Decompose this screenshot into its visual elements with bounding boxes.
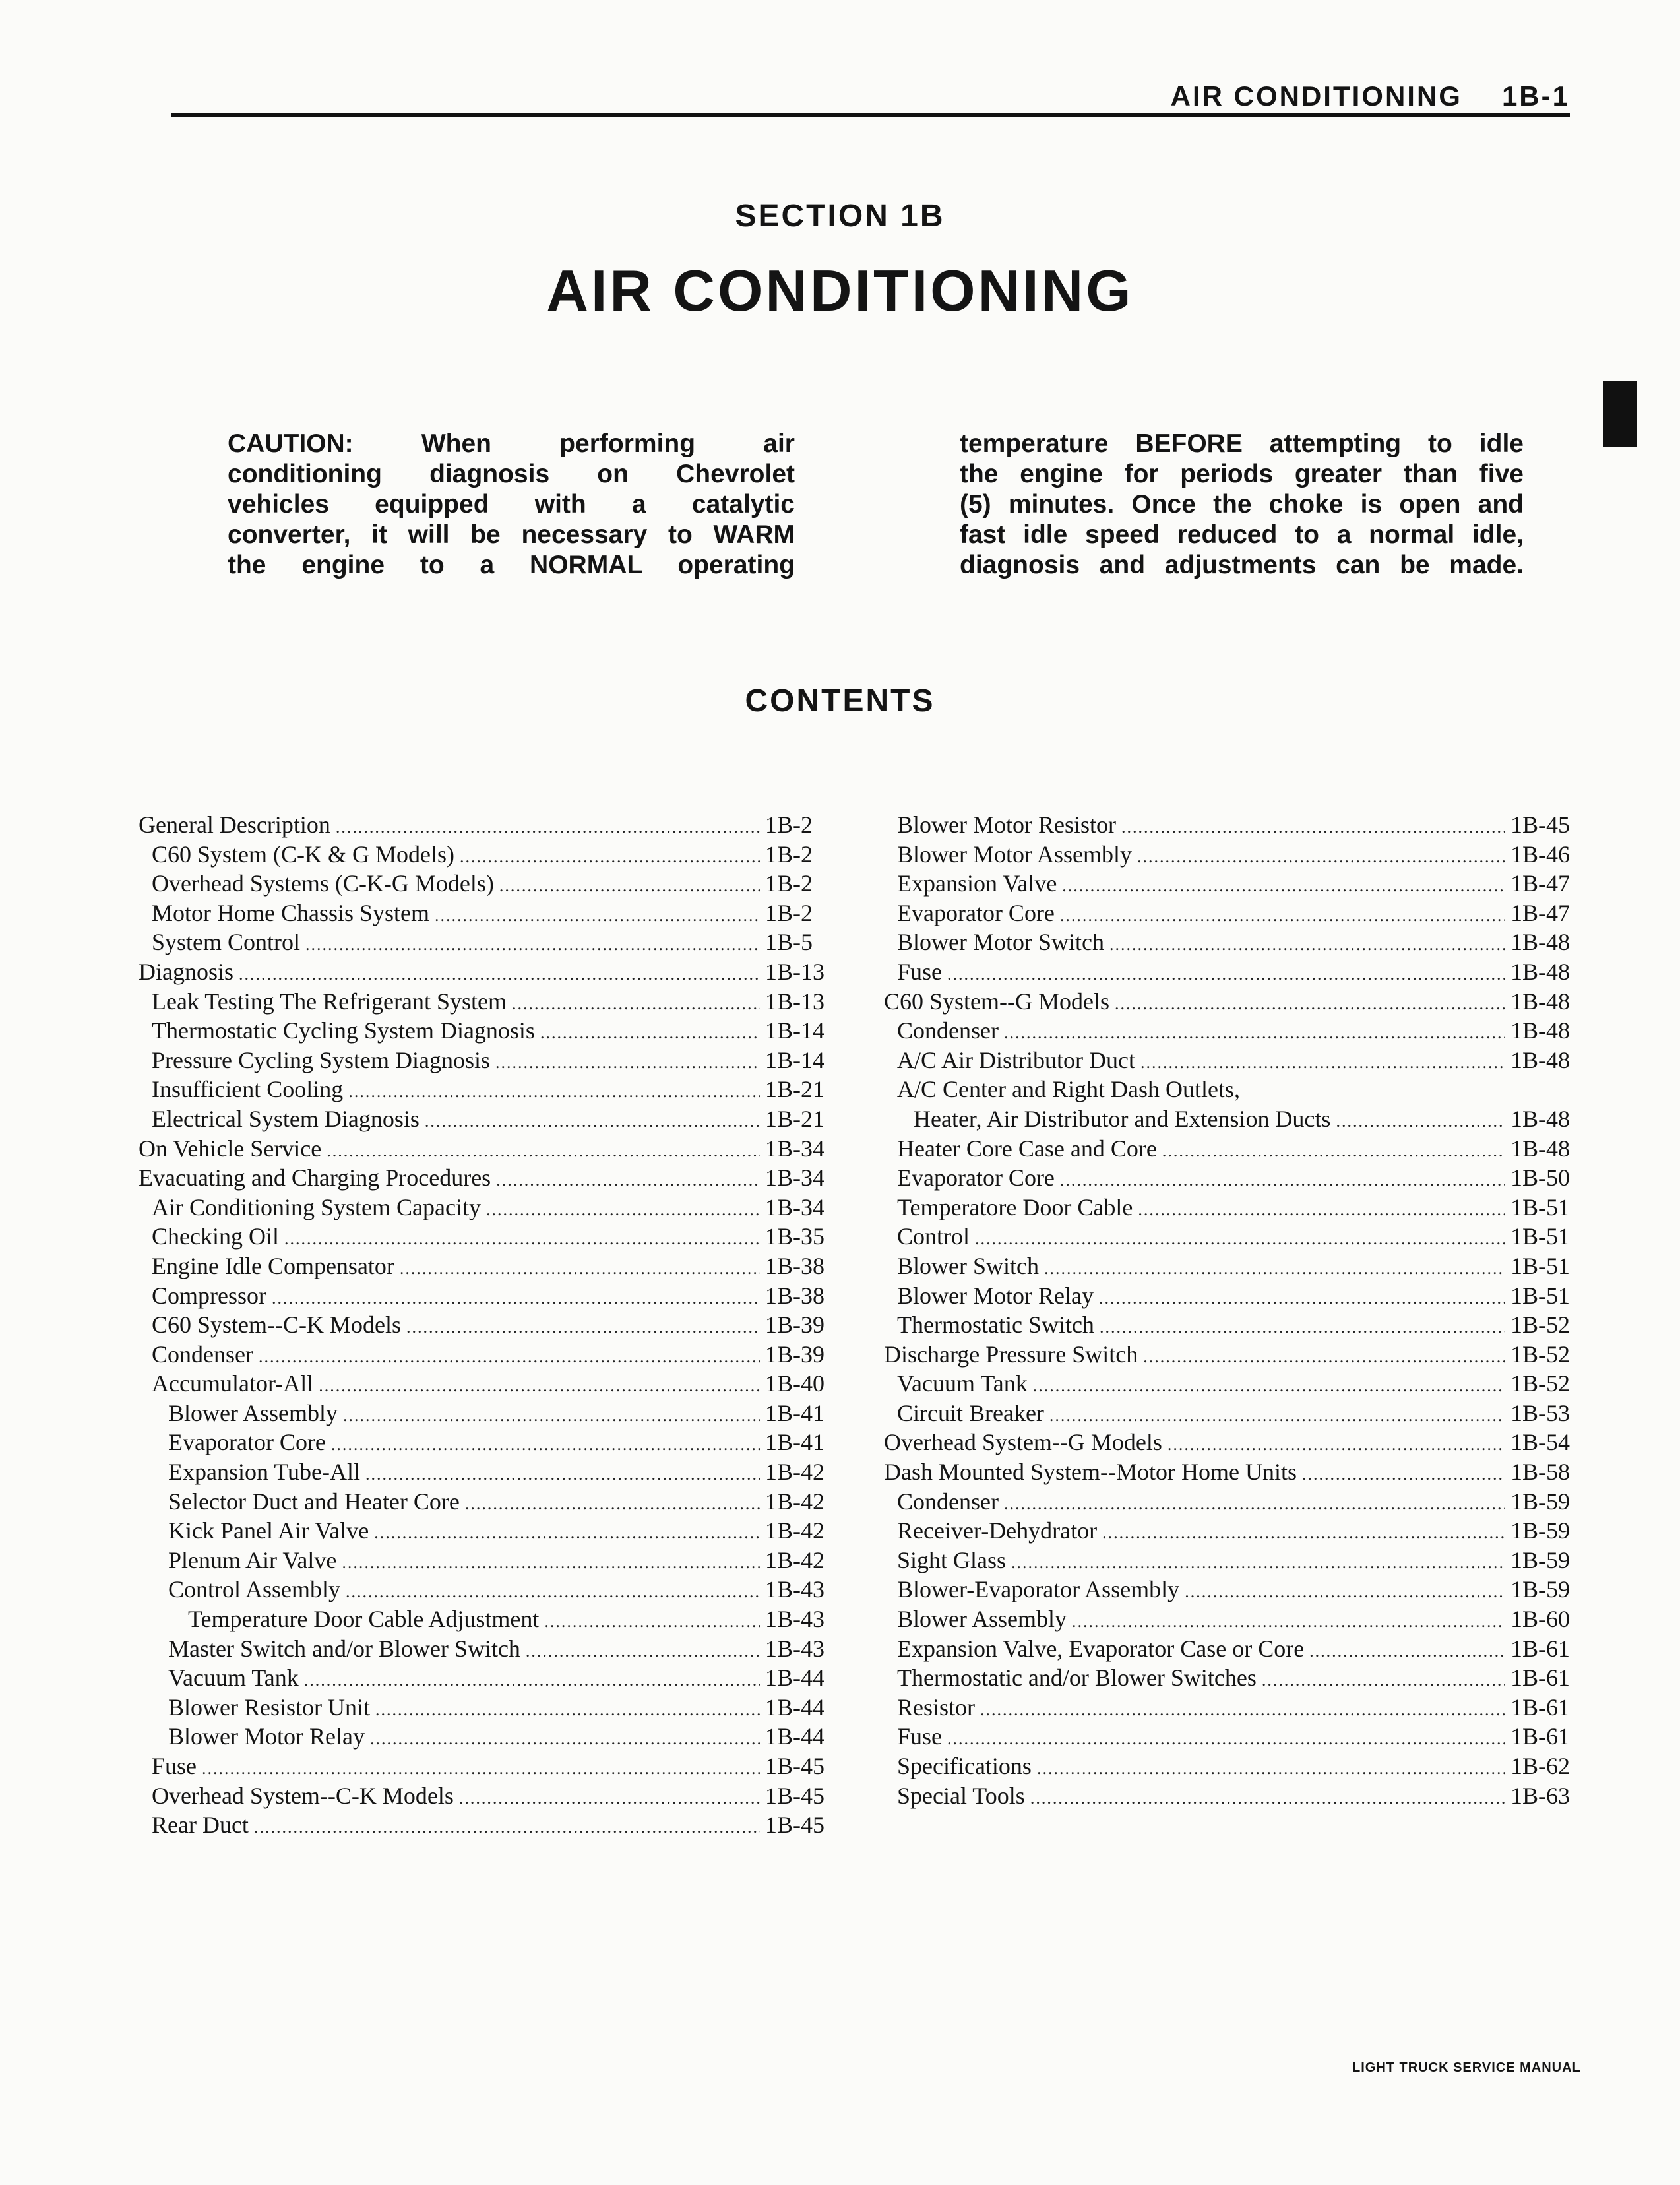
toc-entry-title: Motor Home Chassis System — [152, 899, 430, 926]
toc-left-column — [139, 810, 831, 1840]
toc-entry — [139, 1546, 831, 1575]
toc-entry-title: Vacuum Tank — [168, 1664, 299, 1692]
toc-entry-page: 1B-40 — [765, 1370, 824, 1397]
toc-entry-page: 1B-2 — [765, 899, 813, 926]
toc-leader-dots — [304, 1666, 760, 1695]
toc-entry-title: Control Assembly — [168, 1576, 341, 1603]
toc-entry — [139, 1134, 831, 1164]
toc-entry — [139, 1046, 831, 1075]
toc-entry — [139, 1575, 831, 1604]
toc-leader-dots — [499, 871, 760, 901]
toc-entry-page: 1B-54 — [1510, 1429, 1570, 1456]
toc-entry-title: Fuse — [897, 1723, 943, 1750]
toc-leader-dots — [1037, 1754, 1505, 1784]
toc-leader-dots — [1062, 871, 1505, 901]
toc-leader-dots — [1099, 1284, 1505, 1314]
toc-entry-title: Blower Motor Relay — [897, 1282, 1094, 1309]
toc-entry-page: 1B-48 — [1510, 1135, 1570, 1162]
toc-entry-page: 1B-35 — [765, 1223, 824, 1250]
toc-entry-title: Evacuating and Charging Procedures — [139, 1164, 491, 1191]
toc-entry — [884, 1693, 1576, 1723]
toc-entry — [884, 869, 1576, 899]
toc-leader-dots — [348, 1077, 760, 1107]
toc-leader-dots — [284, 1224, 760, 1254]
caution-right-column — [960, 429, 1524, 581]
toc-entry-page: 1B-45 — [765, 1753, 824, 1779]
toc-leader-dots — [1137, 842, 1505, 872]
toc-entry-page: 1B-48 — [1510, 1046, 1570, 1073]
toc-entry-page: 1B-59 — [1510, 1546, 1570, 1573]
toc-entry — [139, 1693, 831, 1723]
toc-leader-dots — [1309, 1637, 1505, 1666]
page-header — [171, 74, 1570, 117]
toc-entry-title: Discharge Pressure Switch — [884, 1341, 1138, 1368]
toc-entry-page: 1B-45 — [1510, 811, 1570, 838]
toc-entry-title: Evaporator Core — [897, 899, 1055, 926]
toc-leader-dots — [406, 1313, 760, 1343]
toc-entry — [884, 1281, 1576, 1311]
toc-leader-dots — [1030, 1784, 1505, 1814]
toc-entry-title: Accumulator-All — [152, 1370, 314, 1397]
toc-entry-title: C60 System--C-K Models — [152, 1312, 401, 1339]
toc-entry-page: 1B-51 — [1510, 1193, 1570, 1220]
toc-entry — [884, 1399, 1576, 1428]
toc-entry-page: 1B-34 — [765, 1135, 824, 1162]
footer-manual-name: LIGHT TRUCK SERVICE MANUAL — [1352, 2060, 1581, 2075]
toc-entry-page: 1B-34 — [765, 1193, 824, 1220]
toc-entry-page: 1B-47 — [1510, 870, 1570, 897]
toc-leader-dots — [1004, 1019, 1505, 1048]
toc-entry-title: Compressor — [152, 1282, 266, 1309]
toc-leader-dots — [947, 1725, 1505, 1754]
toc-entry — [884, 1516, 1576, 1546]
toc-entry — [884, 1340, 1576, 1370]
caution-line: (5) minutes. Once the choke is open and — [960, 490, 1524, 519]
toc-entry-title: Special Tools — [897, 1782, 1025, 1809]
toc-entry-page: 1B-63 — [1510, 1782, 1570, 1809]
toc-entry-title: Blower Switch — [897, 1252, 1039, 1279]
toc-entry-title: Master Switch and/or Blower Switch — [168, 1635, 520, 1662]
toc-leader-dots — [259, 1343, 760, 1372]
toc-leader-dots — [1109, 930, 1505, 960]
toc-entry-title: A/C Air Distributor Duct — [897, 1046, 1135, 1073]
caution-line: vehicles equipped with a catalytic — [228, 490, 795, 519]
toc-leader-dots — [1262, 1666, 1505, 1695]
toc-entry — [884, 987, 1576, 1017]
toc-entry — [884, 1104, 1576, 1134]
caution-line: the engine to a NORMAL operating — [228, 551, 795, 579]
toc-entry-page: 1B-48 — [1510, 1105, 1570, 1132]
toc-leader-dots — [435, 901, 760, 931]
toc-entry-title: Control — [897, 1223, 970, 1250]
toc-leader-dots — [975, 1224, 1505, 1254]
toc-entry-page: 1B-48 — [1510, 988, 1570, 1015]
toc-leader-dots — [1140, 1048, 1505, 1078]
running-head — [1171, 80, 1570, 112]
toc-entry — [139, 899, 831, 928]
toc-entry-page: 1B-2 — [765, 870, 813, 897]
toc-entry-title: Rear Duct — [152, 1812, 249, 1839]
toc-entry-title: Overhead System--C-K Models — [152, 1782, 454, 1809]
toc-entry-title: Condenser — [152, 1341, 253, 1368]
toc-leader-dots — [980, 1695, 1505, 1725]
toc-leader-dots — [202, 1754, 760, 1784]
toc-entry-page: 1B-2 — [765, 811, 813, 838]
toc-entry-page: 1B-52 — [1510, 1312, 1570, 1339]
toc-entry — [139, 987, 831, 1017]
toc-entry — [139, 1310, 831, 1340]
toc-entry-page: 1B-43 — [765, 1635, 824, 1662]
toc-entry-page: 1B-51 — [1510, 1252, 1570, 1279]
toc-entry-page: 1B-43 — [765, 1606, 824, 1633]
toc-entry-title: Electrical System Diagnosis — [152, 1105, 420, 1132]
toc-entry-title: Thermostatic and/or Blower Switches — [897, 1664, 1257, 1692]
toc-leader-dots — [1011, 1548, 1505, 1578]
toc-entry-page: 1B-43 — [765, 1576, 824, 1603]
caution-line: CAUTION: When performing air — [228, 429, 795, 458]
page-number: 1B-1 — [1501, 80, 1570, 111]
toc-leader-dots — [400, 1254, 760, 1284]
toc-entry-title: Expansion Valve — [897, 870, 1057, 897]
toc-leader-dots — [305, 930, 760, 960]
toc-entry-title: Vacuum Tank — [897, 1370, 1028, 1397]
toc-entry-page: 1B-51 — [1510, 1223, 1570, 1250]
toc-leader-dots — [331, 1430, 760, 1460]
toc-entry — [884, 1781, 1576, 1811]
toc-entry-page: 1B-42 — [765, 1546, 824, 1573]
toc-entry — [139, 1340, 831, 1370]
toc-entry-page: 1B-41 — [765, 1429, 824, 1456]
toc-entry — [884, 1163, 1576, 1193]
toc-leader-dots — [526, 1637, 760, 1666]
toc-entry-page: 1B-47 — [1510, 899, 1570, 926]
toc-leader-dots — [1044, 1254, 1505, 1284]
toc-leader-dots — [540, 1019, 760, 1048]
toc-entry-page: 1B-45 — [765, 1812, 824, 1839]
toc-entry — [139, 869, 831, 899]
toc-leader-dots — [512, 990, 760, 1019]
toc-entry-page: 1B-21 — [765, 1105, 824, 1132]
toc-entry-page: 1B-61 — [1510, 1723, 1570, 1750]
toc-entry — [884, 899, 1576, 928]
toc-leader-dots — [1302, 1460, 1505, 1490]
toc-entry-page: 1B-50 — [1510, 1164, 1570, 1191]
toc-entry — [139, 1222, 831, 1251]
toc-entry-title: Evaporator Core — [168, 1429, 326, 1456]
toc-entry-title: Resistor — [897, 1694, 976, 1721]
toc-entry — [139, 1781, 831, 1811]
toc-entry-title: C60 System--G Models — [884, 988, 1109, 1015]
toc-entry — [139, 1281, 831, 1311]
toc-entry-page: 1B-38 — [765, 1252, 824, 1279]
toc-entry-title: Checking Oil — [152, 1223, 279, 1250]
toc-entry-title: Blower Resistor Unit — [168, 1694, 370, 1721]
toc-entry-title: Condenser — [897, 1488, 999, 1515]
toc-entry-title: Pressure Cycling System Diagnosis — [152, 1046, 490, 1073]
toc-entry-page: 1B-48 — [1510, 929, 1570, 956]
toc-entry — [884, 1193, 1576, 1222]
toc-entry — [884, 1310, 1576, 1340]
toc-entry-title: Temperature Door Cable Adjustment — [188, 1606, 540, 1633]
toc-leader-dots — [319, 1372, 760, 1401]
toc-leader-dots — [342, 1548, 760, 1578]
toc-entry-page: 1B-34 — [765, 1164, 824, 1191]
toc-entry — [139, 1752, 831, 1781]
section-label: SECTION 1B — [735, 199, 945, 234]
toc-entry-title: Overhead System--G Models — [884, 1429, 1162, 1456]
toc-entry-title: Specifications — [897, 1753, 1032, 1779]
toc-entry-title: Evaporator Core — [897, 1164, 1055, 1191]
toc-entry — [139, 1251, 831, 1281]
page-title: AIR CONDITIONING — [546, 258, 1134, 323]
toc-leader-dots — [1102, 1519, 1505, 1548]
toc-leader-dots — [496, 1166, 760, 1195]
toc-leader-dots — [1060, 1166, 1505, 1195]
toc-leader-dots — [1138, 1195, 1505, 1225]
toc-entry-title: Air Conditioning System Capacity — [152, 1193, 481, 1220]
toc-entry — [884, 928, 1576, 957]
toc-leader-dots — [346, 1577, 760, 1607]
toc-entry-page: 1B-14 — [765, 1046, 824, 1073]
toc-entry — [139, 1163, 831, 1193]
toc-entry-title: Insufficient Cooling — [152, 1076, 344, 1103]
toc-entry — [139, 840, 831, 870]
toc-entry-page: 1B-14 — [765, 1017, 824, 1044]
toc-entry-title: Fuse — [152, 1753, 197, 1779]
toc-entry — [139, 1369, 831, 1399]
toc-entry-page: 1B-46 — [1510, 840, 1570, 868]
toc-entry-title: Heater Core Case and Core — [897, 1135, 1157, 1162]
toc-entry-page: 1B-59 — [1510, 1576, 1570, 1603]
toc-leader-dots — [1033, 1372, 1505, 1401]
toc-entry — [139, 1457, 831, 1487]
toc-leader-dots — [459, 1784, 760, 1814]
toc-leader-dots — [336, 813, 760, 842]
toc-entry-title: Thermostatic Switch — [897, 1312, 1094, 1339]
toc-leader-dots — [365, 1460, 760, 1490]
toc-entry-page: 1B-44 — [765, 1664, 824, 1692]
toc-entry-title: Kick Panel Air Valve — [168, 1517, 369, 1544]
toc-entry — [139, 1722, 831, 1752]
toc-entry-page: 1B-58 — [1510, 1459, 1570, 1486]
toc-entry — [884, 1722, 1576, 1752]
toc-entry-page: 1B-41 — [765, 1399, 824, 1426]
toc-entry-page: 1B-39 — [765, 1341, 824, 1368]
toc-entry-title: Overhead Systems (C-K-G Models) — [152, 870, 494, 897]
toc-entry-title: Blower-Evaporator Assembly — [897, 1576, 1180, 1603]
toc-entry-title: Blower Motor Assembly — [897, 840, 1132, 868]
caution-line: conditioning diagnosis on Chevrolet — [228, 460, 795, 488]
toc-entry — [139, 1399, 831, 1428]
toc-leader-dots — [254, 1813, 760, 1843]
toc-entry-title: Diagnosis — [139, 958, 233, 985]
toc-entry-title: Selector Duct and Heater Core — [168, 1488, 460, 1515]
toc-entry-title: Heater, Air Distributor and Extension Ducts — [914, 1105, 1331, 1132]
toc-entry-title: Blower Motor Switch — [897, 929, 1104, 956]
toc-entry — [884, 1663, 1576, 1693]
toc-entry — [884, 1752, 1576, 1781]
toc-entry-title: General Description — [139, 811, 330, 838]
toc-leader-dots — [1121, 813, 1505, 842]
toc-entry — [139, 1104, 831, 1134]
toc-entry — [884, 840, 1576, 870]
toc-entry-page: 1B-48 — [1510, 958, 1570, 985]
toc-leader-dots — [495, 1048, 760, 1078]
toc-entry — [139, 1428, 831, 1457]
toc-entry-page: 1B-48 — [1510, 1017, 1570, 1044]
toc-entry — [884, 1134, 1576, 1164]
toc-entry-page: 1B-60 — [1510, 1606, 1570, 1633]
toc-entry-title: C60 System (C-K & G Models) — [152, 840, 454, 868]
toc-entry — [884, 1369, 1576, 1399]
toc-right-column — [884, 810, 1576, 1810]
toc-entry — [884, 1457, 1576, 1487]
toc-entry — [139, 1663, 831, 1693]
toc-entry-title: Dash Mounted System--Motor Home Units — [884, 1459, 1297, 1486]
toc-leader-dots — [1060, 901, 1505, 931]
toc-leader-dots — [375, 1695, 760, 1725]
toc-entry — [884, 1251, 1576, 1281]
toc-entry-page: 1B-52 — [1510, 1370, 1570, 1397]
section-thumb-tab — [1603, 381, 1637, 447]
toc-entry-page: 1B-61 — [1510, 1694, 1570, 1721]
toc-entry-title: Expansion Valve, Evaporator Case or Core — [897, 1635, 1305, 1662]
toc-entry-title: Engine Idle Compensator — [152, 1252, 394, 1279]
caution-line: diagnosis and adjustments can be made. — [960, 551, 1524, 579]
toc-leader-dots — [1072, 1607, 1505, 1637]
running-head-section: AIR CONDITIONING — [1170, 80, 1462, 111]
toc-entry-page: 1B-13 — [765, 988, 824, 1015]
toc-entry-title: Receiver-Dehydrator — [897, 1517, 1098, 1544]
toc-entry-title: Blower Motor Relay — [168, 1723, 365, 1750]
toc-entry-page: 1B-59 — [1510, 1517, 1570, 1544]
toc-entry — [139, 810, 831, 840]
toc-entry-title: Blower Assembly — [897, 1606, 1067, 1633]
contents-heading: CONTENTS — [745, 683, 935, 718]
toc-leader-dots — [1336, 1107, 1505, 1137]
toc-leader-dots — [370, 1725, 760, 1754]
toc-leader-dots — [343, 1401, 760, 1431]
toc-entry-page: 1B-45 — [765, 1782, 824, 1809]
toc-leader-dots — [1185, 1577, 1505, 1607]
toc-entry — [884, 1075, 1576, 1104]
toc-entry-title: Leak Testing The Refrigerant System — [152, 988, 507, 1015]
toc-leader-dots — [1167, 1430, 1505, 1460]
toc-entry-page: 1B-2 — [765, 840, 813, 868]
toc-entry — [884, 1634, 1576, 1664]
toc-entry-page: 1B-42 — [765, 1488, 824, 1515]
toc-entry — [139, 1634, 831, 1664]
toc-entry — [884, 1546, 1576, 1575]
toc-entry-page: 1B-62 — [1510, 1753, 1570, 1779]
toc-entry — [139, 1075, 831, 1104]
toc-entry-title: On Vehicle Service — [139, 1135, 322, 1162]
toc-entry-title: Sight Glass — [897, 1546, 1007, 1573]
toc-entry-title: Thermostatic Cycling System Diagnosis — [152, 1017, 535, 1044]
toc-entry-title: Temperatore Door Cable — [897, 1193, 1133, 1220]
toc-entry-title: Expansion Tube-All — [168, 1459, 361, 1486]
caution-line: the engine for periods greater than five — [960, 460, 1524, 488]
toc-entry-page: 1B-38 — [765, 1282, 824, 1309]
toc-entry-title: Plenum Air Valve — [168, 1546, 337, 1573]
toc-entry — [884, 957, 1576, 987]
caution-line: converter, it will be necessary to WARM — [228, 521, 795, 549]
toc-entry-page: 1B-42 — [765, 1517, 824, 1544]
toc-entry-page: 1B-51 — [1510, 1282, 1570, 1309]
toc-leader-dots — [1143, 1343, 1505, 1372]
toc-entry-page: 1B-61 — [1510, 1635, 1570, 1662]
toc-entry — [139, 957, 831, 987]
toc-leader-dots — [327, 1137, 760, 1166]
toc-entry — [884, 1016, 1576, 1046]
toc-entry — [884, 1604, 1576, 1634]
toc-entry — [884, 810, 1576, 840]
toc-entry-title: Blower Motor Resistor — [897, 811, 1116, 838]
toc-entry — [139, 1604, 831, 1634]
caution-line: temperature BEFORE attempting to idle — [960, 429, 1524, 458]
toc-entry-title: Circuit Breaker — [897, 1399, 1044, 1426]
caution-left-column — [228, 429, 795, 581]
toc-entry — [884, 1428, 1576, 1457]
toc-entry-title: Condenser — [897, 1017, 999, 1044]
toc-entry-page: 1B-53 — [1510, 1399, 1570, 1426]
toc-leader-dots — [460, 842, 760, 872]
toc-entry-page: 1B-5 — [765, 929, 813, 956]
toc-entry-page: 1B-39 — [765, 1312, 824, 1339]
toc-entry-title: A/C Center and Right Dash Outlets, — [897, 1076, 1240, 1103]
caution-line: fast idle speed reduced to a normal idle, — [960, 521, 1524, 549]
toc-entry — [139, 1487, 831, 1517]
toc-entry-page: 1B-61 — [1510, 1664, 1570, 1692]
toc-entry-page: 1B-52 — [1510, 1341, 1570, 1368]
toc-leader-dots — [1004, 1490, 1505, 1519]
toc-entry — [139, 1193, 831, 1222]
toc-entry — [139, 928, 831, 957]
toc-entry-title: System Control — [152, 929, 301, 956]
toc-entry-page: 1B-59 — [1510, 1488, 1570, 1515]
toc-entry-page: 1B-42 — [765, 1459, 824, 1486]
toc-leader-dots — [544, 1607, 760, 1637]
toc-entry — [139, 1016, 831, 1046]
toc-entry-page: 1B-21 — [765, 1076, 824, 1103]
toc-leader-dots — [1115, 990, 1505, 1019]
toc-leader-dots — [486, 1195, 760, 1225]
toc-entry — [884, 1046, 1576, 1075]
toc-entry-page: 1B-13 — [765, 958, 824, 985]
toc-entry — [884, 1222, 1576, 1251]
toc-entry — [884, 1487, 1576, 1517]
toc-leader-dots — [239, 960, 760, 990]
toc-leader-dots — [425, 1107, 760, 1137]
toc-leader-dots — [272, 1284, 760, 1314]
toc-leader-dots — [465, 1490, 760, 1519]
toc-leader-dots — [374, 1519, 760, 1548]
toc-entry — [139, 1516, 831, 1546]
toc-entry-page: 1B-44 — [765, 1694, 824, 1721]
toc-leader-dots — [1162, 1137, 1505, 1166]
toc-entry-title: Fuse — [897, 958, 943, 985]
toc-leader-dots — [1049, 1401, 1505, 1431]
toc-entry-page: 1B-44 — [765, 1723, 824, 1750]
toc-entry — [139, 1810, 831, 1840]
toc-entry-title: Blower Assembly — [168, 1399, 338, 1426]
toc-leader-dots — [1100, 1313, 1505, 1343]
toc-entry — [884, 1575, 1576, 1604]
toc-leader-dots — [947, 960, 1505, 990]
